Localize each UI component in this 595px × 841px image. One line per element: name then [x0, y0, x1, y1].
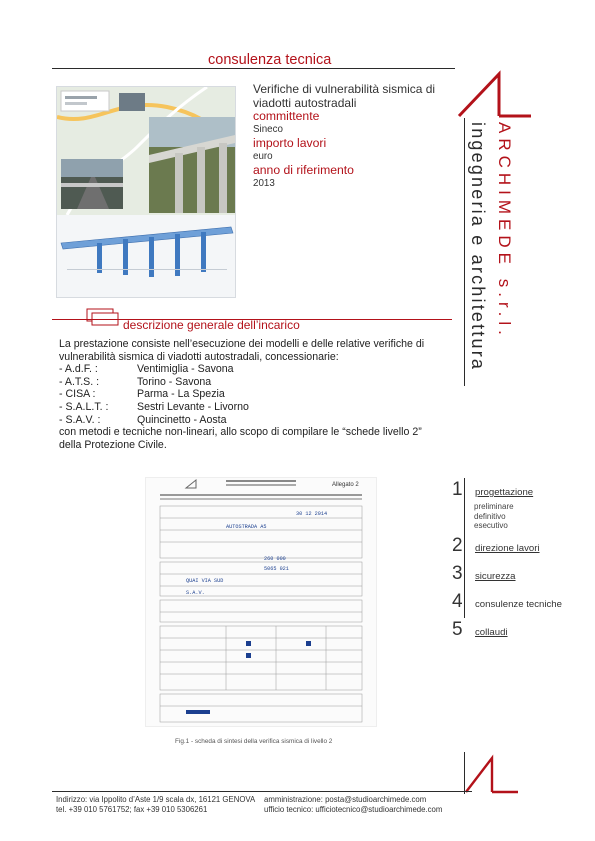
list-item — [59, 401, 439, 414]
list-item-route: Parma - La Spezia — [137, 388, 225, 401]
menu-item-direzione-lavori[interactable] — [452, 536, 540, 556]
form-value-coord-y: 5065 021 — [264, 566, 289, 572]
menu-item-consulenze-tecniche[interactable] — [452, 592, 562, 612]
form-value-operator: S.A.V. — [186, 590, 205, 596]
brand-name: ARCHIMEDE s.r.l. — [495, 122, 514, 340]
list-item — [59, 376, 439, 389]
client-label: committente — [253, 109, 320, 123]
project-info — [253, 82, 453, 190]
menu-item-label[interactable]: direzione lavori — [475, 543, 540, 554]
list-item-code: - A.d.F. : — [59, 363, 98, 376]
description-intro: La prestazione consiste nell’esecuzione dei modelli e delle relative verifiche di vulnerabilità sismica di viadotti autostradali, concessionarie: — [59, 338, 425, 363]
footer — [56, 795, 442, 815]
form-tag: Allegato 2 — [332, 482, 359, 488]
form-value-coord-x: 260 000 — [264, 556, 286, 562]
menu-item-number: 1 — [452, 479, 463, 500]
menu-item-number: 3 — [452, 563, 463, 584]
menu-item-number: 4 — [452, 591, 463, 612]
project-title: Verifiche di vulnerabilità sismica di viadotti autostradali — [253, 82, 436, 110]
list-item-code: - S.A.L.T. : — [59, 400, 109, 413]
form-scan-illustration — [146, 478, 376, 726]
form-value-street: QUAI VIA SUD — [186, 578, 224, 584]
list-item-code: - S.A.V. : — [59, 413, 101, 426]
list-item-code: - A.T.S. : — [59, 375, 100, 388]
archimede-logo-icon — [455, 70, 535, 120]
list-item-route: Sestri Levante - Livorno — [137, 400, 249, 413]
footer-phone: tel. +39 010 5761752; fax +39 010 5306261 — [56, 805, 208, 814]
list-item — [59, 363, 439, 376]
submenu-item[interactable]: definitivo — [474, 511, 506, 521]
footer-tech-email[interactable]: ufficio tecnico: ufficiotecnico@studioarchimede.com — [264, 805, 443, 814]
menu-item-collaudi[interactable] — [452, 620, 508, 640]
menu-item-label[interactable]: consulenze tecniche — [475, 599, 562, 610]
footer-admin-email[interactable]: amministrazione: posta@studioarchimede.com — [264, 795, 427, 804]
menu-item-label[interactable]: collaudi — [475, 627, 508, 638]
section-frame-icon — [86, 308, 122, 326]
year-value: 2013 — [253, 178, 275, 190]
amount-value: euro — [253, 151, 273, 163]
form-value-road: AUTOSTRADA A5 — [226, 524, 267, 530]
amount-label: importo lavori — [253, 135, 327, 150]
brand-tagline: ingegneria e architettura — [468, 122, 488, 372]
project-photo — [56, 86, 236, 298]
footer-divider-line — [52, 791, 472, 792]
list-item — [59, 388, 439, 401]
figure-caption: Fig.1 - scheda di sintesi della verifica sismica di livello 2 — [175, 738, 333, 745]
figure-form-scan — [145, 477, 377, 727]
menu-item-sicurezza[interactable] — [452, 564, 516, 584]
section-title: consulenza tecnica — [208, 52, 332, 68]
list-item-route: Quincinetto - Aosta — [137, 413, 227, 426]
menu-item-number: 2 — [452, 535, 463, 556]
header-divider — [52, 68, 455, 69]
form-value-date: 30 12 2014 — [296, 511, 328, 517]
list-item-code: - CISA : — [59, 388, 96, 401]
list-item-route: Ventimiglia - Savona — [137, 363, 234, 376]
footer-logo-icon — [462, 752, 522, 796]
submenu-item[interactable]: esecutivo — [474, 521, 508, 531]
description-body — [59, 338, 439, 451]
menu-item-number: 5 — [452, 619, 463, 640]
list-item — [59, 414, 439, 427]
footer-address: Indirizzo: via Ippolito d’Aste 1/9 scala dx, 16121 GENOVA — [56, 795, 256, 804]
brand-vertical — [458, 122, 518, 394]
menu-item-progettazione[interactable] — [452, 480, 533, 500]
description-outro: con metodi e tecniche non-lineari, allo scopo di compilare le “schede livello 2” della Protezione Civile. — [59, 426, 422, 451]
menu-item-label[interactable]: sicurezza — [475, 571, 516, 582]
submenu-item[interactable]: preliminare — [474, 502, 514, 511]
list-item-route: Torino - Savona — [137, 375, 212, 388]
project-photo-illustration — [57, 87, 235, 297]
brand-divider — [464, 118, 465, 386]
year-label: anno di riferimento — [253, 162, 354, 177]
concessionaire-list — [59, 363, 439, 426]
description-heading: descrizione generale dell’incarico — [123, 318, 300, 332]
menu-item-label[interactable]: progettazione — [475, 487, 534, 498]
client-value: Sineco — [253, 124, 283, 136]
menu-submenu — [474, 502, 514, 531]
